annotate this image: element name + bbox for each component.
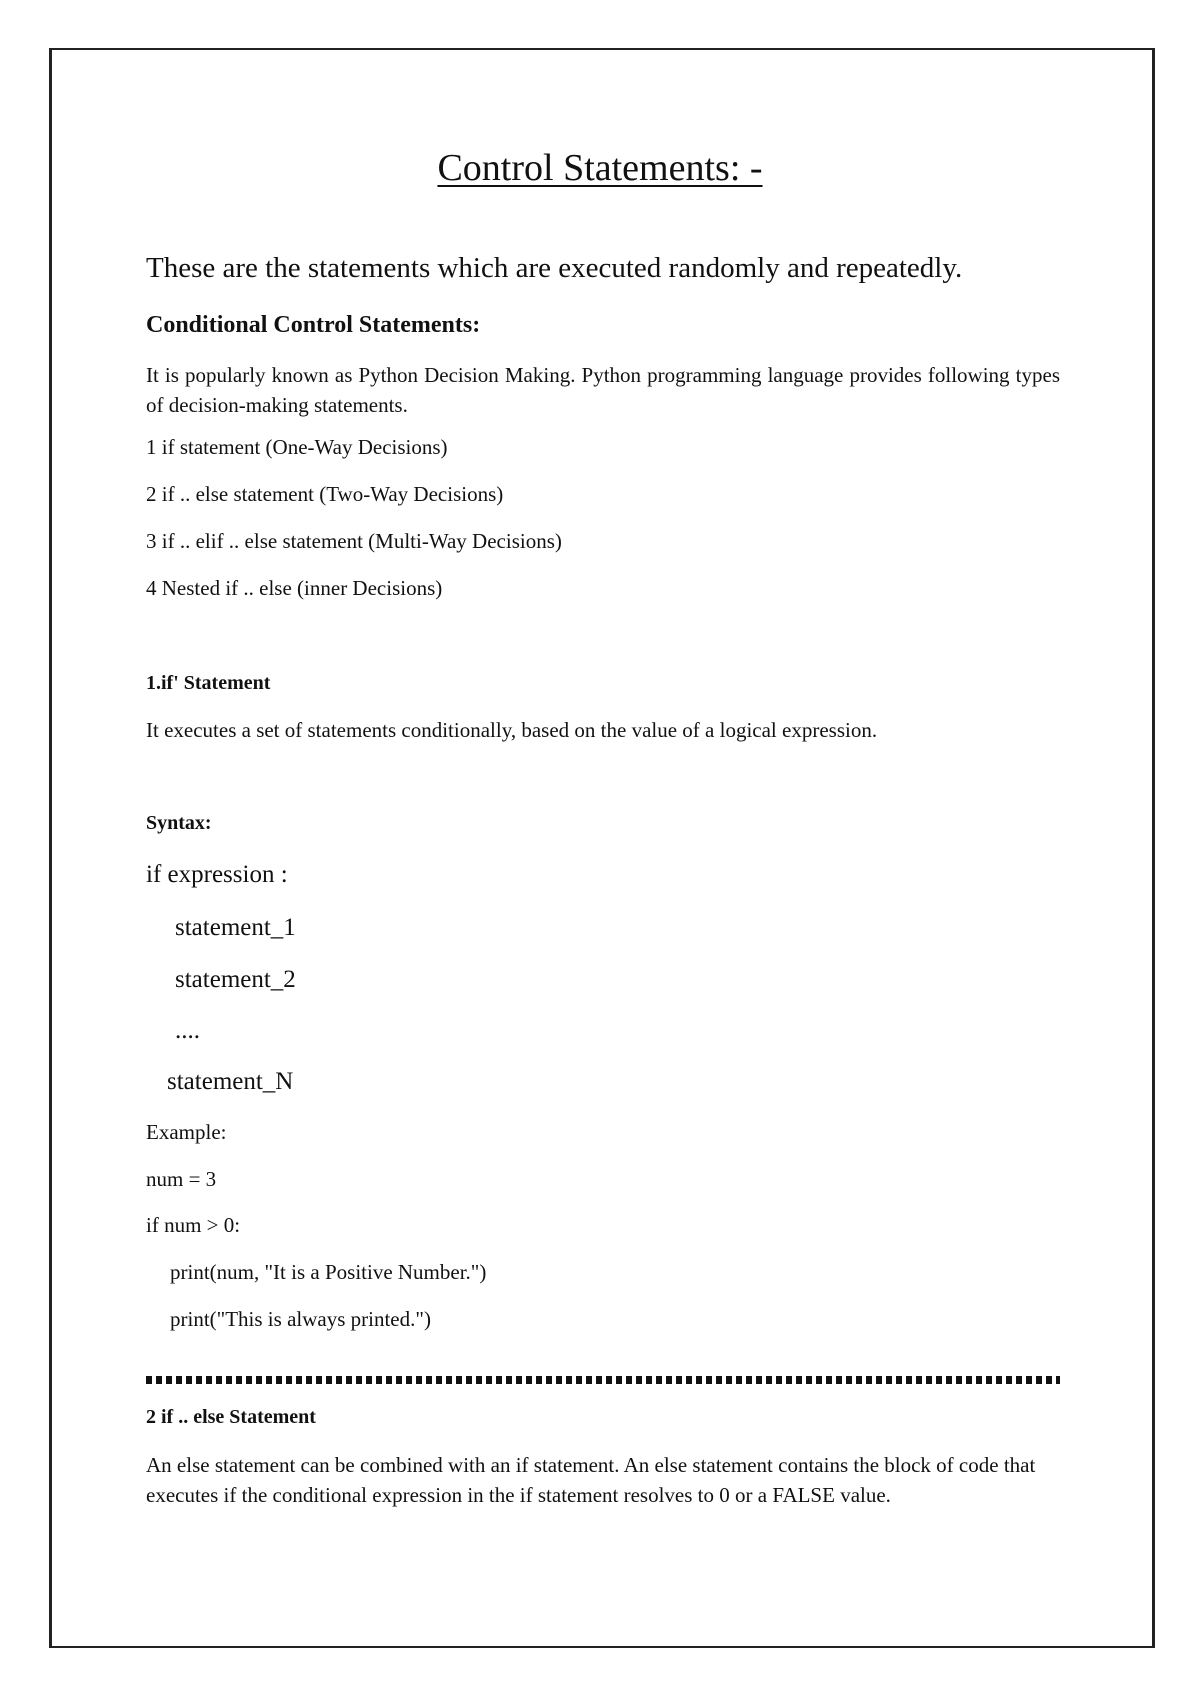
decision-type-item: 2 if .. else statement (Two-Way Decisions) [146, 482, 504, 506]
syntax-line: statement_1 [175, 914, 296, 941]
else-statement-description: An else statement can be combined with an if statement. An else statement contains the block of code that executes if the conditional expression in the if statement resolves to 0 or a FALSE value. [146, 1453, 1036, 1507]
decision-type-item: 4 Nested if .. else (inner Decisions) [146, 576, 443, 600]
syntax-line: if expression : [146, 861, 288, 888]
page-title: Control Statements: - [437, 147, 763, 189]
syntax-line: statement_N [167, 1068, 294, 1095]
decision-type-item: 3 if .. elif .. else statement (Multi-Way Decisions) [146, 529, 562, 553]
syntax-line: .... [175, 1017, 200, 1044]
if-statement-heading: 1.if' Statement [146, 672, 271, 694]
decision-type-item: 1 if statement (One-Way Decisions) [146, 435, 448, 459]
example-line: print("This is always printed.") [170, 1307, 431, 1331]
example-line: num = 3 [146, 1167, 217, 1191]
if-statement-description: It executes a set of statements conditionally, based on the value of a logical expression. [146, 718, 878, 742]
conditional-description: It is popularly known as Python Decision Making. Python programming language provides following types of decision-making statements. [146, 363, 1060, 417]
example-line: print(num, "It is a Positive Number.") [170, 1260, 487, 1284]
example-line: if num > 0: [146, 1213, 241, 1237]
syntax-heading: Syntax: [146, 812, 212, 834]
conditional-heading: Conditional Control Statements: [146, 312, 481, 338]
else-statement-heading: 2 if .. else Statement [146, 1406, 316, 1428]
intro-text: These are the statements which are executed randomly and repeatedly. [146, 252, 963, 284]
example-label: Example: [146, 1120, 227, 1144]
syntax-line: statement_2 [175, 966, 296, 993]
dotted-separator [146, 1376, 1060, 1384]
